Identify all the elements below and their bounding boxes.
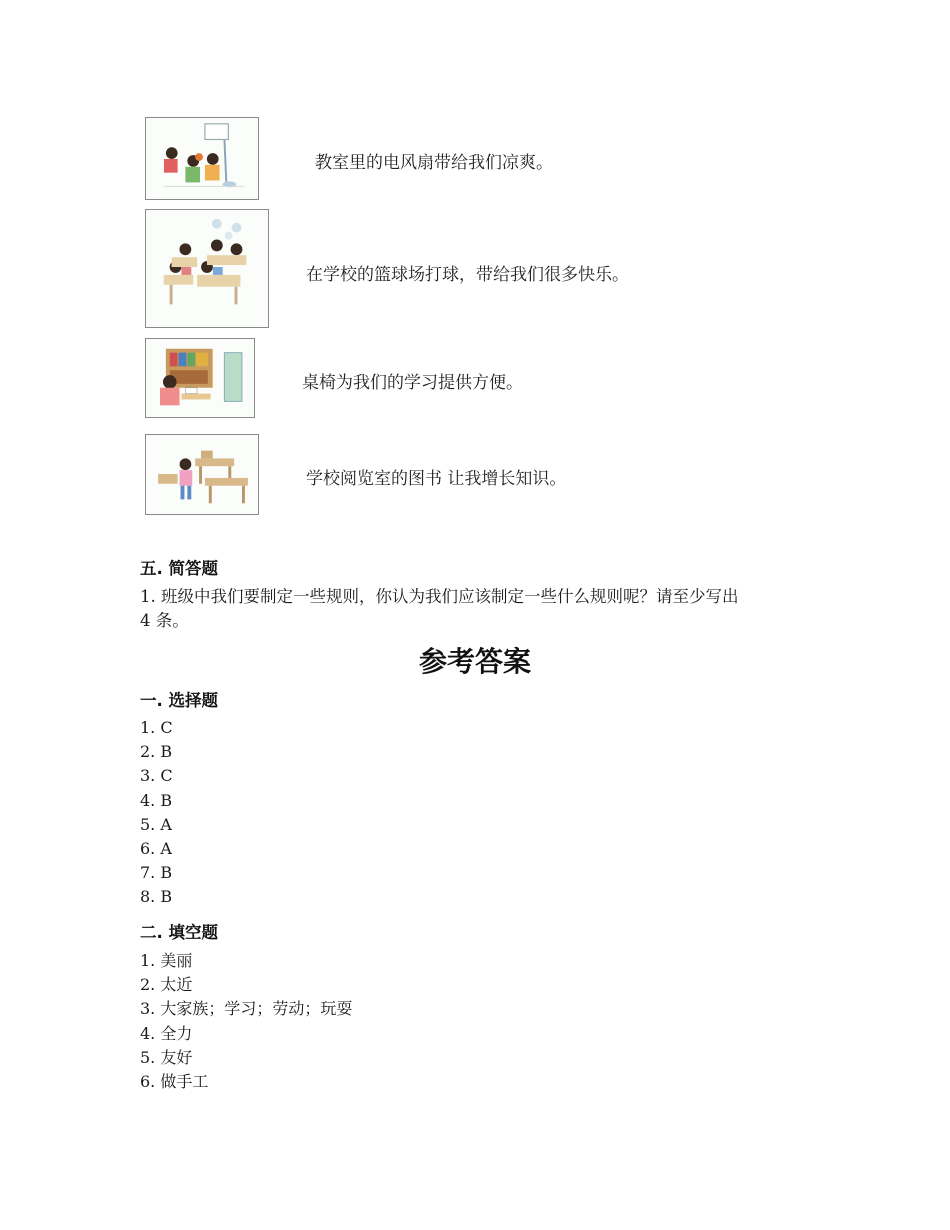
girl-beside-desks-chairs-image: [145, 434, 259, 515]
answer-item: 7. B: [140, 863, 173, 883]
answer-part2-heading: 二. 填空题: [140, 923, 219, 942]
children-at-desks-with-fan-image: [145, 209, 269, 328]
matching-caption-2: 在学校的篮球场打球，带给我们很多快乐。: [306, 265, 629, 285]
answer-item: 5. 友好: [140, 1047, 193, 1067]
section5-question-line1: 1. 班级中我们要制定一些规则，你认为我们应该制定一些什么规则呢？请至少写出: [140, 587, 739, 606]
matching-caption-1: 教室里的电风扇带给我们凉爽。: [315, 153, 553, 173]
answer-part1-list: [140, 716, 173, 910]
matching-caption-4: 学校阅览室的图书 让我增长知识。: [306, 469, 567, 489]
answer-item: 1. C: [140, 718, 173, 737]
answer-item: 2. 太近: [140, 975, 193, 995]
section5-heading: 五. 简答题: [140, 559, 219, 578]
answer-item: 1. 美丽: [140, 951, 193, 970]
section5-question-line2: 4 条。: [140, 611, 189, 630]
answer-item: 3. 大家族；学习；劳动；玩耍: [140, 999, 353, 1019]
answer-part2-list: [140, 949, 352, 1094]
answer-item: 6. 做手工: [140, 1071, 209, 1091]
girl-reading-at-bookshelf-image: [145, 338, 255, 418]
answer-key-title: 参考答案: [418, 645, 531, 678]
matching-caption-3: 桌椅为我们的学习提供方便。: [302, 373, 523, 393]
answer-item: 2. B: [140, 742, 173, 762]
answer-item: 5. A: [140, 814, 172, 834]
children-playing-basketball-image: [145, 117, 259, 200]
answer-part1-heading: 一. 选择题: [140, 691, 219, 710]
answer-item: 4. B: [140, 790, 173, 810]
answer-item: 8. B: [140, 887, 173, 907]
answer-item: 3. C: [140, 766, 173, 786]
answer-item: 6. A: [140, 838, 172, 858]
answer-item: 4. 全力: [140, 1023, 193, 1043]
